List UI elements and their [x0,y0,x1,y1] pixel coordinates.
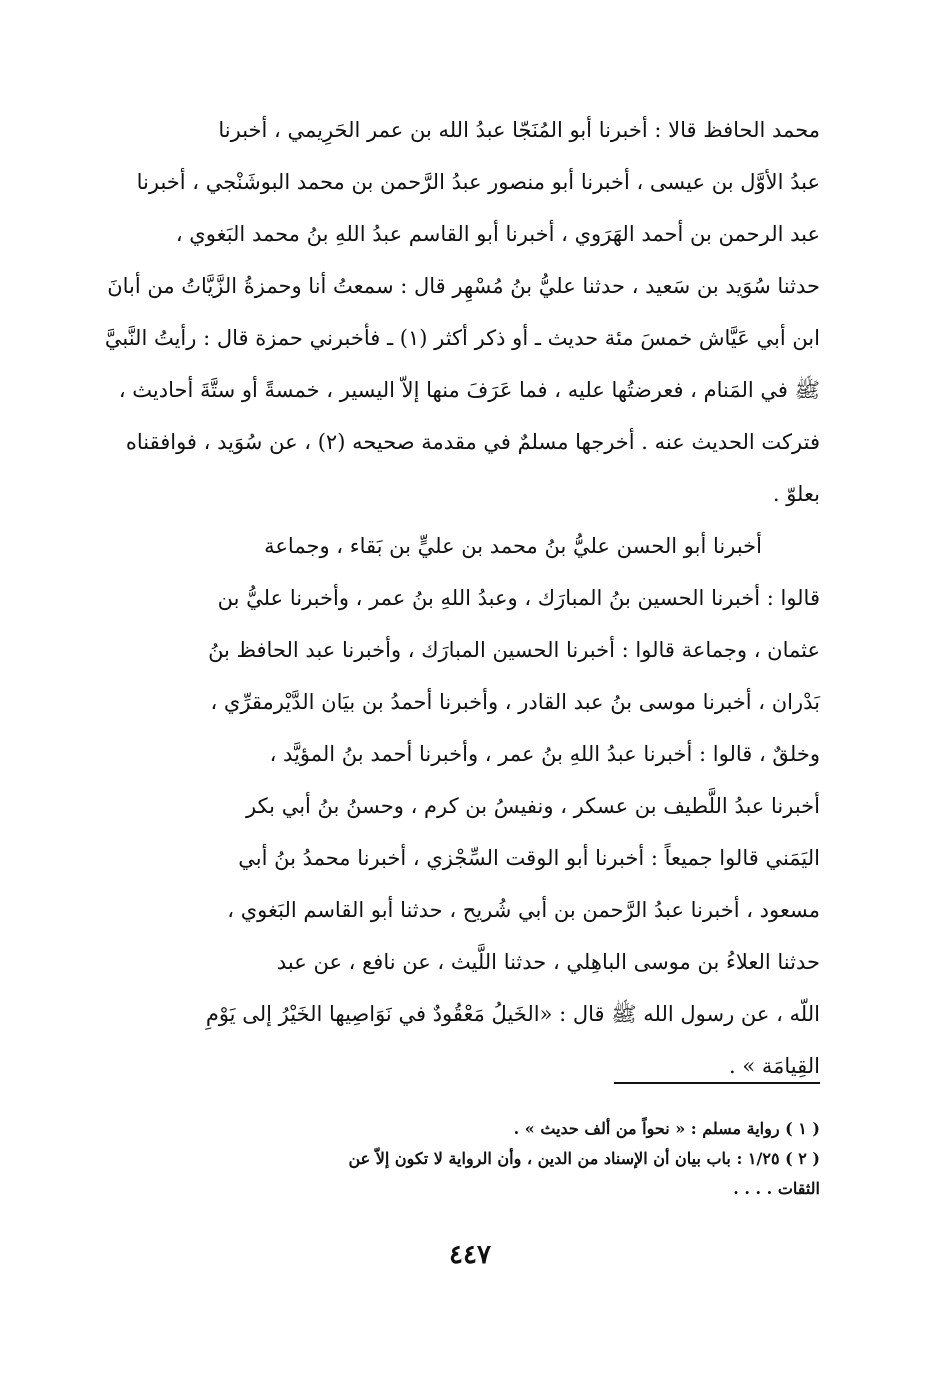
text-line: اللّه ، عن رسول الله ﷺ قال : «الخَيلُ مَعْقُودٌ في نَوَاصِيها الخَيْرُ إلى يَوْمِ [205,1002,820,1026]
text-line: أخبرنا عبدُ اللَّطيف بن عسكر ، ونفيسُ بن كرم ، وحسنُ بنُ أبي بكر [246,794,820,818]
text-line: وخلقٌ ، قالوا : أخبرنا عبدُ اللهِ بنُ عمر ، وأخبرنا أحمد بنُ المؤيَّد ، [269,742,820,766]
text-line: اليَمَني قالوا جميعاً : أخبرنا أبو الوقت السِّجْزي ، أخبرنا محمدُ بنُ أبي [238,846,820,870]
text-line: ابن أبي عَيَّاش خمسَ مئة حديث ـ أو ذكر أكثر (١) ـ فأخبرني حمزة قال : رأيتُ النَّبيَّ [104,326,820,350]
paragraph-isnad-hamza [104,104,820,520]
text-line: عثمان ، وجماعة قالوا : أخبرنا الحسين المبارَك ، وأخبرنا عبد الحافظ بنُ [208,638,820,662]
footnote-2: ( ٢ ) ١/٢٥ : باب بيان أن الإسناد من الدين ، وأن الرواية لا تكون إلاّ عن [348,1149,820,1168]
text-line: أخبرنا أبو الحسن عليُّ بنُ محمد بن عليٍّ بن بَقاء ، وجماعة [264,534,762,558]
page-number: ٤٤٧ [449,1240,491,1270]
text-line: ﷺ في المَنام ، فعرضتُها عليه ، فما عَرَفَ منها إلاّ اليسير ، خمسةً أو ستَّةَ أحاديث ، [118,378,820,402]
paragraph-hadith-khayl [160,520,820,1092]
text-line: محمد الحافظ قالا : أخبرنا أبو المُنَجّا عبدُ الله بن عمر الحَرِيمي ، أخبرنا [218,118,820,142]
footnotes [160,1114,820,1204]
text-line: القِيامَة » . [729,1054,820,1078]
text-line: حدثنا العلاءُ بن موسى الباهِلي ، حدثنا اللَّيث ، عن نافع ، عن عبد [276,950,820,974]
text-line: بعلوّ . [772,482,820,506]
footnote-2-continued: الثقات . . . . [733,1179,820,1198]
footnote-1: ( ١ ) رواية مسلم : « نحواً من ألف حديث » . [513,1119,820,1138]
text-line: قالوا : أخبرنا الحسين بنُ المبارَك ، وعبدُ اللهِ بنُ عمر ، وأخبرنا عليُّ بن [217,586,820,610]
footnote-separator [614,1082,820,1084]
text-line: عبدُ الأوَّل بن عيسى ، أخبرنا أبو منصور عبدُ الرَّحمن بن محمد البوشَنْجي ، أخبرنا [136,170,820,194]
text-line: مسعود ، أخبرنا عبدُ الرَّحمن بن أبي شُريح ، حدثنا أبو القاسم البَغوي ، [227,898,820,922]
text-line: حدثنا سُوَيد بن سَعيد ، حدثنا عليُّ بنُ مُسْهِر قال : سمعتُ أنا وحمزةُ الزَّيَّاتُ من أبانَ [107,274,820,298]
text-line: عبد الرحمن بن أحمد الهَرَوي ، أخبرنا أبو القاسم عبدُ اللهِ بنُ محمد البَغوي ، [175,222,820,246]
text-line: بَدْران ، أخبرنا موسى بنُ عبد القادر ، وأخبرنا أحمدُ بن بيَان الدَّيْرمقرِّي ، [210,690,820,714]
text-line: فتركت الحديث عنه . أخرجها مسلمٌ في مقدمة صحيحه (٢) ، عن سُوَيد ، فوافقناه [125,430,820,454]
